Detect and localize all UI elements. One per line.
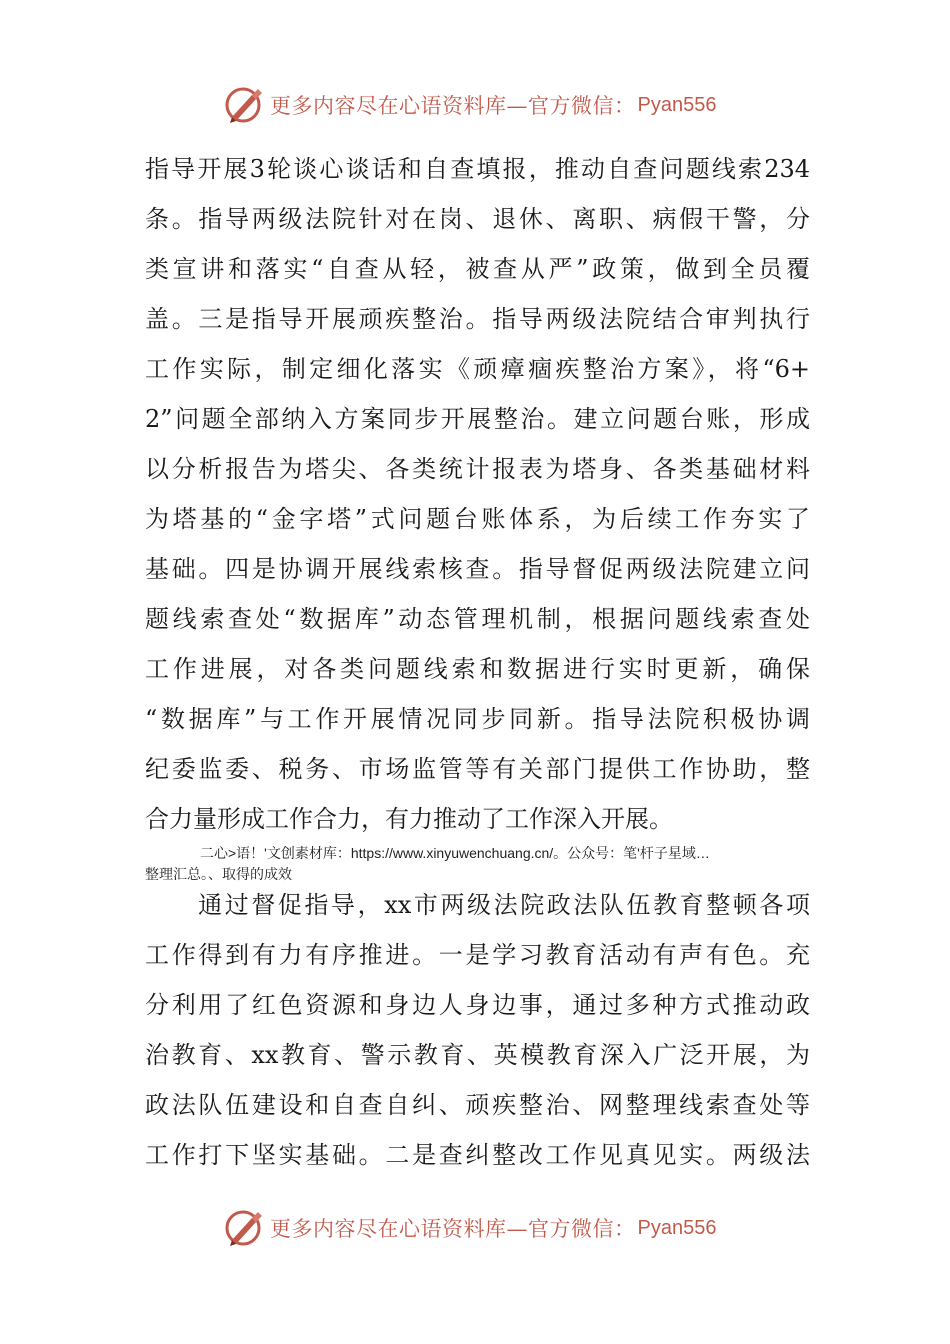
banner-text: 更多内容尽在心语资料库—官方微信： (270, 94, 636, 118)
text-line: 指导开展3轮谈心谈话和自查填报，推动自查问题线索234 (145, 155, 810, 183)
text-line: 条。指导两级法院针对在岗、退休、离职、病假干警，分 (145, 205, 810, 233)
banner-wechat-id: Pyan556 (637, 93, 717, 116)
text-line: 盖。三是指导开展顽疾整治。指导两级法院结合审判执行 (145, 305, 810, 333)
text-line: 合力量形成工作合力，有力推动了工作深入开展。 (145, 805, 673, 833)
text-line: 以分析报告为塔尖、各类统计报表为塔身、各类基础材料 (145, 455, 810, 483)
text-line: 为塔基的“金字塔”式问题台账体系，为后续工作夯实了 (145, 505, 810, 533)
section-heading-garbled: 整理汇总。、取得的成效 (145, 866, 292, 882)
banner-text: 更多内容尽在心语资料库—官方微信： (270, 1217, 636, 1241)
text-line: 题线索查处“数据库”动态管理机制，根据问题线索查处 (145, 605, 810, 633)
header-banner (222, 80, 716, 130)
text-line: 通过督促指导，xx市两级法院政法队伍教育整顿各项 (145, 891, 810, 919)
body-paragraph-1 (145, 144, 810, 844)
text-line: 分利用了红色资源和身边人身边事，通过多种方式推动政 (145, 991, 810, 1019)
text-line: 工作实际，制定细化落实《顽瘴痼疾整治方案》，将“6+ (145, 355, 810, 383)
text-line: 2”问题全部纳入方案同步开展整治。建立问题台账，形成 (145, 405, 810, 433)
text-line: 工作打下坚实基础。二是查纠整改工作见真见实。两级法 (145, 1141, 810, 1169)
pen-logo-icon (222, 1206, 266, 1250)
watermark-note: 二心>语！'文创素材库：https://www.xinyuwenchuang.cn/。公众号：笔'杆子星域… (200, 845, 710, 861)
text-line: 治教育、xx教育、警示教育、英模教育深入广泛开展，为 (145, 1041, 810, 1069)
text-line: 类宣讲和落实“自查从轻，被查从严”政策，做到全员覆 (145, 255, 810, 283)
text-line: 纪委监委、税务、市场监管等有关部门提供工作协助，整 (145, 755, 810, 783)
body-paragraph-2 (145, 880, 810, 1180)
pen-logo-icon (222, 83, 266, 127)
footer-banner (222, 1203, 716, 1253)
text-line: 工作进展，对各类问题线索和数据进行实时更新，确保 (145, 655, 810, 683)
text-line: 政法队伍建设和自查自纠、顽疾整治、网整理线索查处等 (145, 1091, 810, 1119)
text-line: 基础。四是协调开展线索核查。指导督促两级法院建立问 (145, 555, 810, 583)
text-line: “数据库”与工作开展情况同步同新。指导法院积极协调 (145, 705, 810, 733)
text-line: 工作得到有力有序推进。一是学习教育活动有声有色。充 (145, 941, 810, 969)
banner-wechat-id: Pyan556 (637, 1216, 717, 1239)
